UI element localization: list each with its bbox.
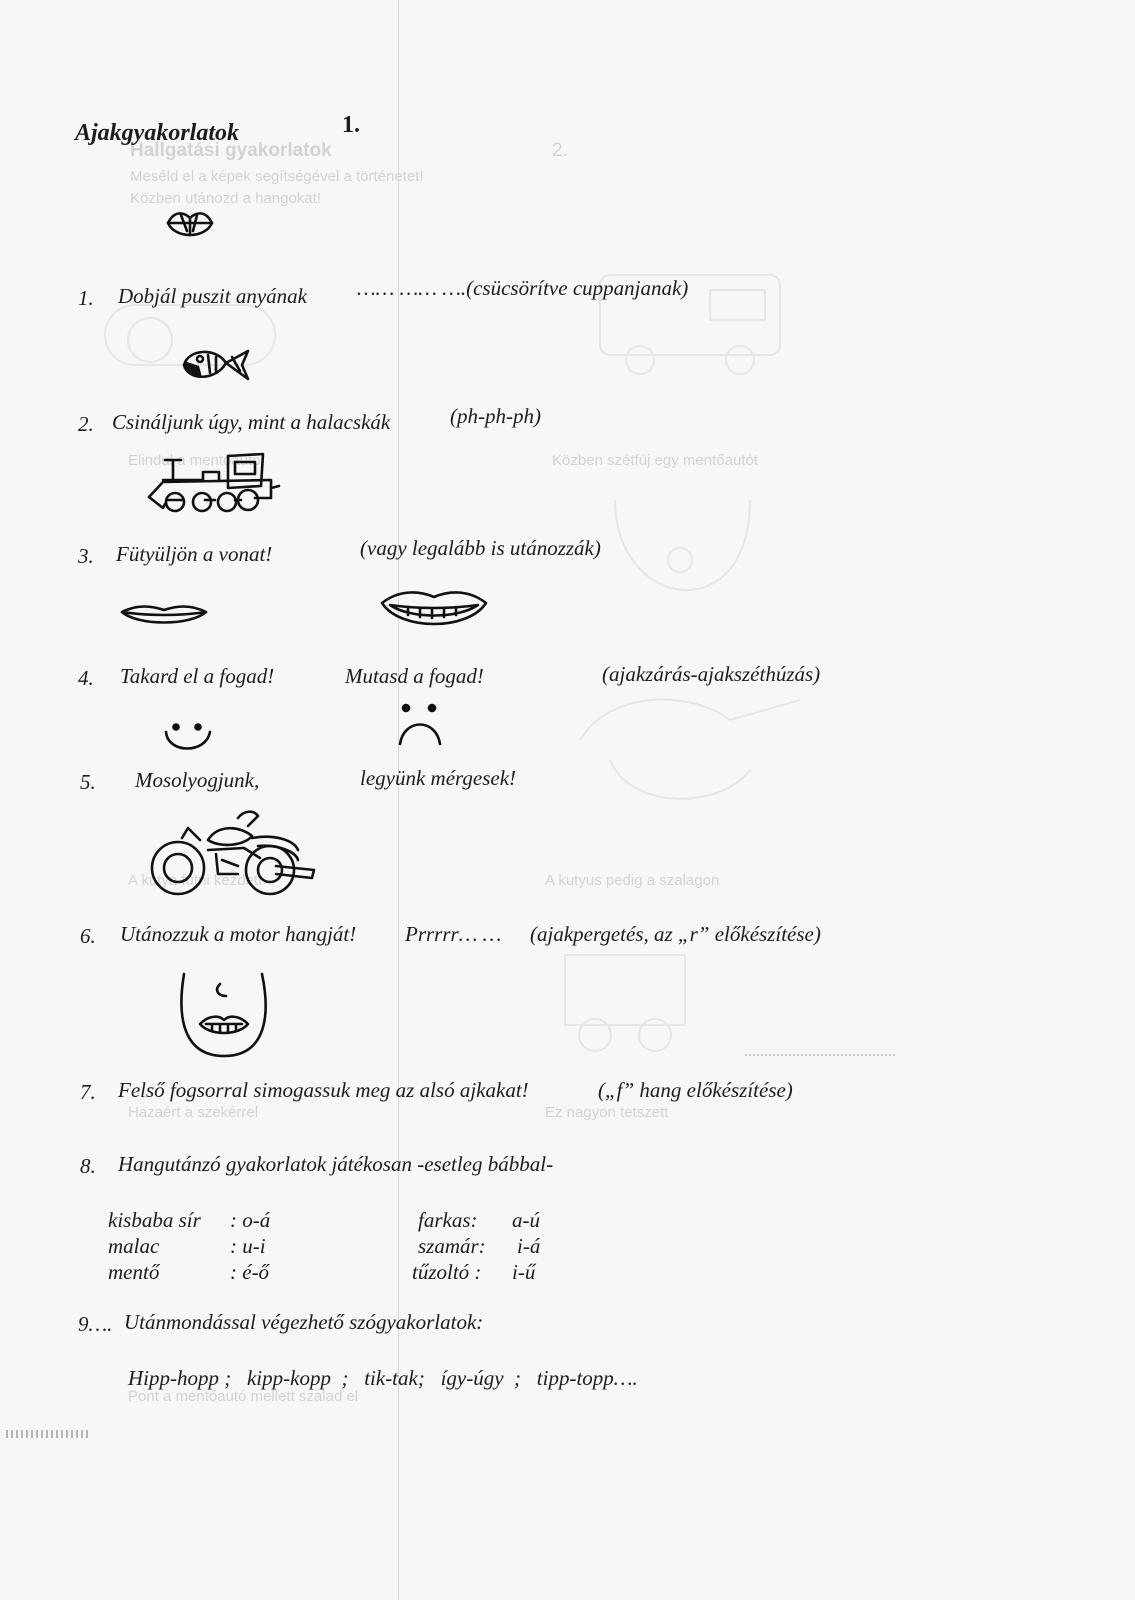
bleed-number: 2. <box>552 140 568 161</box>
exercise-6-note: (ajakpergetés, az „r” előkészítése) <box>530 922 821 946</box>
exercise-2-text: Csináljunk úgy, mint a halacskák <box>112 410 391 434</box>
exercise-6-number: 6. <box>80 924 96 948</box>
bleed-caption-3: A kutya futni kezdett <box>128 872 263 889</box>
closed-lips-icon <box>118 600 210 630</box>
exercise-5-number: 5. <box>80 770 96 794</box>
sound-right-value-2: i-á <box>517 1234 541 1258</box>
bleed-face-drawing <box>610 490 760 640</box>
sound-right-label-1: farkas: <box>418 1208 478 1232</box>
exercise-8-text: Hangutánzó gyakorlatok játékosan -esetleg bábbal- <box>118 1152 554 1176</box>
exercise-4-text2: Mutasd a fogad! <box>345 664 484 688</box>
bleed-caption-5: Hazaért a szekérrel <box>128 1104 259 1121</box>
exercise-6-text2: Prrrrr… … <box>405 922 502 946</box>
exercise-8-number: 8. <box>80 1154 96 1178</box>
exercise-4-note: (ajakzárás-ajakszéthúzás) <box>602 662 821 686</box>
word-practice-line: Hipp-hopp ; kipp-kopp ; tik-tak; így-úgy ; tipp-topp…. <box>128 1366 638 1390</box>
exercise-4-text: Takard el a fogad! <box>120 664 275 688</box>
bleed-dog-drawing <box>570 680 810 820</box>
exercise-2-note: (ph-ph-ph) <box>450 404 541 428</box>
sound-left-label-1: kisbaba sír <box>108 1208 201 1232</box>
motorcycle-icon <box>148 810 318 910</box>
exercise-2-number: 2. <box>78 412 94 436</box>
exercise-3-note: (vagy legalább is utánozzák) <box>360 536 601 560</box>
bleed-train-drawing <box>555 935 695 1055</box>
exercise-9-number: 9…. <box>78 1312 113 1336</box>
sound-right-value-3: i-ű <box>512 1260 536 1284</box>
exercise-5-text: Mosolyogjunk, <box>135 768 260 792</box>
exercise-9-text: Utánmondással végezhető szógyakorlatok: <box>124 1310 484 1334</box>
bleed-line-2: Közben utánozd a hangokat! <box>130 190 321 207</box>
bleed-caption-2: Közben szétfúj egy mentőautót <box>552 452 758 469</box>
sound-left-value-3: : é-ő <box>230 1260 270 1284</box>
exercise-3-number: 3. <box>78 544 94 568</box>
page-title: Ajakgyakorlatok <box>75 120 240 146</box>
exercise-7-note: („f” hang előkészítése) <box>598 1078 793 1102</box>
page-number: 1. <box>342 112 360 138</box>
bleed-caption-4: A kutyus pedig a szalagon <box>545 872 720 889</box>
bleed-caption-1: Elindul a mentőautó <box>128 452 261 469</box>
sound-left-value-2: : u-i <box>230 1234 266 1258</box>
exercise-1-text: Dobjál puszit anyának <box>118 284 307 308</box>
teeth-lips-icon <box>378 585 490 637</box>
page-fold-line <box>398 0 399 1600</box>
fish-icon <box>178 345 253 387</box>
bleed-title: Hallgatási gyakorlatok <box>130 140 332 161</box>
face-lip-icon <box>176 972 272 1060</box>
sound-right-label-2: szamár: <box>418 1234 486 1258</box>
sound-left-label-3: mentő <box>108 1260 160 1284</box>
train-icon <box>143 452 283 522</box>
sound-right-value-1: a-ú <box>512 1208 540 1232</box>
exercise-1-note: …… …… ….(csücsörítve cuppanjanak) <box>357 276 689 300</box>
sound-left-label-2: malac <box>108 1234 160 1258</box>
sound-right-label-3: tűzoltó : <box>412 1260 482 1284</box>
scan-speck <box>745 1054 895 1066</box>
exercise-6-text: Utánozzuk a motor hangját! <box>120 922 357 946</box>
lips-kiss-icon <box>165 205 215 245</box>
exercise-7-number: 7. <box>80 1080 96 1104</box>
bleed-caption-7: Pont a mentőautó mellett szalad el <box>128 1388 359 1405</box>
bleed-caption-6: Ez nagyon tetszett <box>545 1104 669 1121</box>
smile-icon <box>162 720 214 756</box>
exercise-1-number: 1. <box>78 286 94 310</box>
exercise-5-text2: legyünk mérgesek! <box>360 766 517 790</box>
bleed-line-1: Meséld el a képek segítségével a történetet! <box>130 168 424 185</box>
frown-icon <box>396 702 444 748</box>
exercise-3-text: Fütyüljön a vonat! <box>116 542 273 566</box>
sound-left-value-1: : o-á <box>230 1208 271 1232</box>
scan-mark <box>6 1430 88 1438</box>
exercise-7-text: Felső fogsorral simogassuk meg az alsó ajkakat! <box>118 1078 529 1102</box>
exercise-4-number: 4. <box>78 666 94 690</box>
